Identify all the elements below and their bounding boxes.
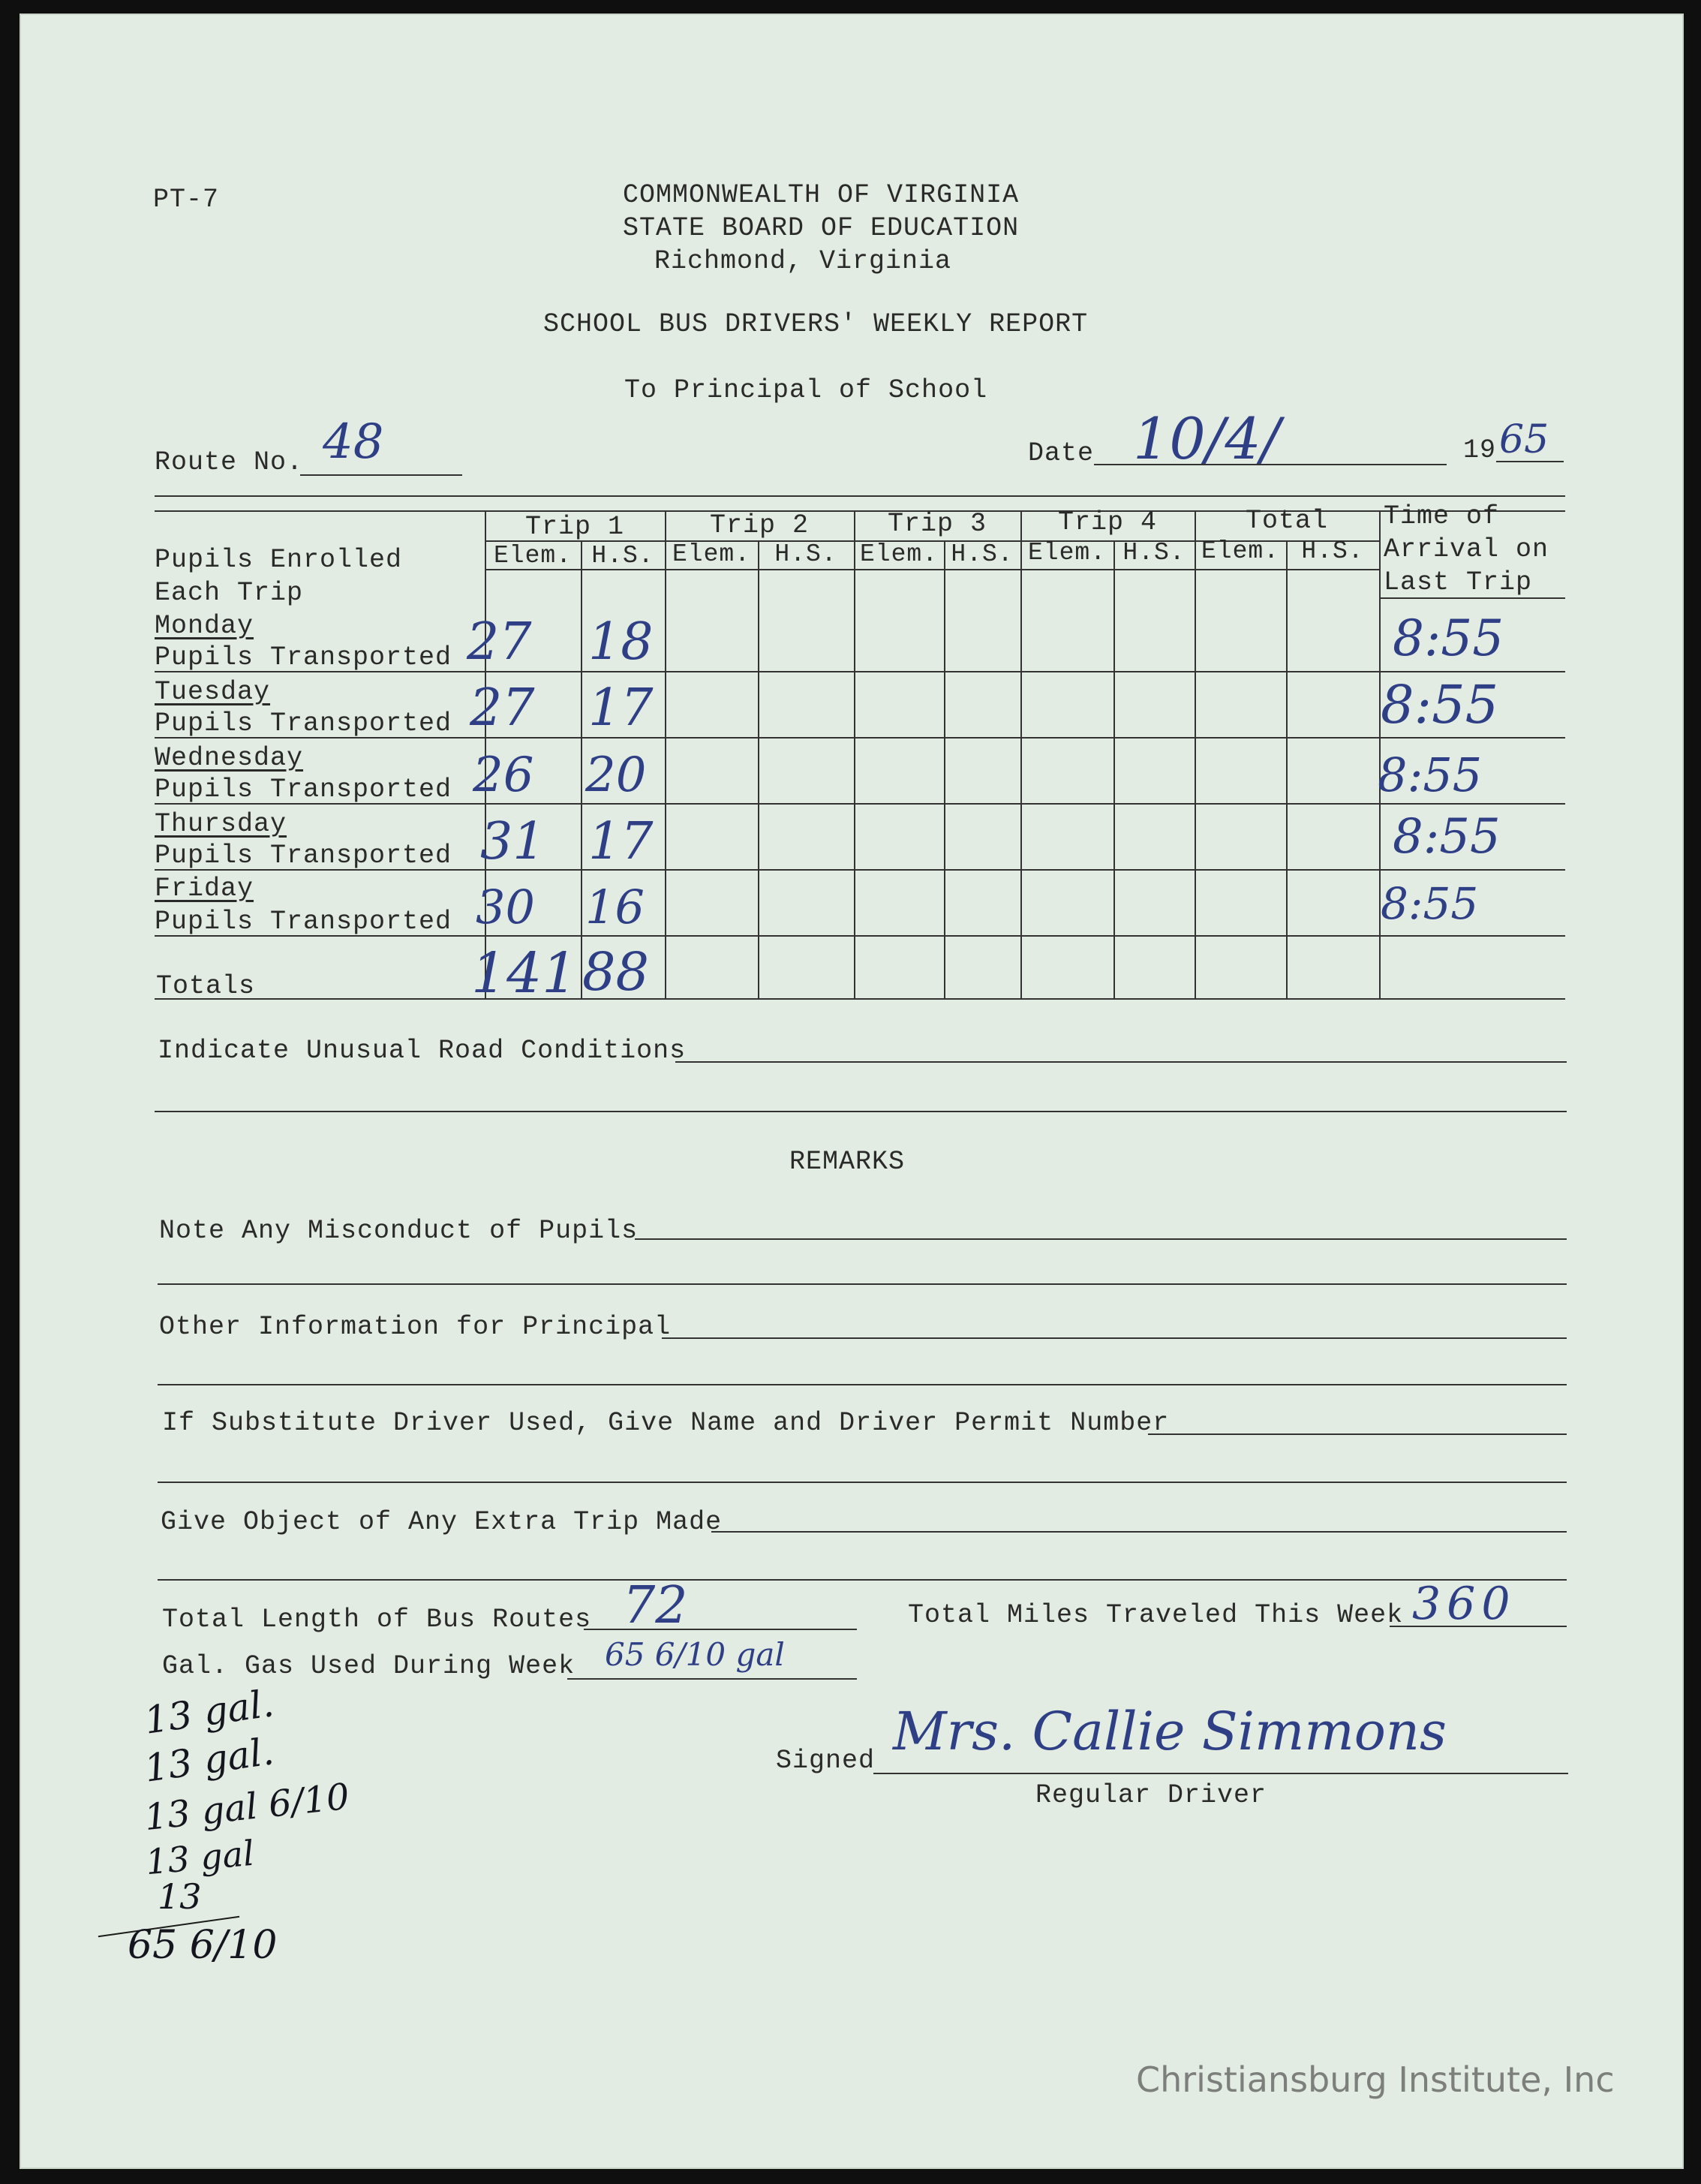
wednesday-time: 8:55 [1378,748,1483,802]
total-hs-header: H.S. [1301,537,1364,565]
pupils-enrolled-label: Pupils Enrolled [155,545,403,575]
trip-1-hs-header: H.S. [591,542,654,570]
header-line-2: STATE BOARD OF EDUCATION [623,213,1020,243]
miles-label: Total Miles Traveled This Week [908,1600,1404,1630]
wednesday-hs: 20 [585,748,647,803]
totals-elem: 141 [471,941,578,1006]
trip-3-header: Trip 3 [887,509,987,539]
trip-4-elem-header: Elem. [1027,539,1107,567]
thursday-pupils-label: Pupils Transported [155,841,452,871]
tuesday-time: 8:55 [1381,674,1499,736]
day-tuesday: Tuesday [155,677,271,707]
margin-note-6: 65 6/10 [128,1923,278,1968]
arrival-header-3: Last Trip [1384,567,1533,597]
road-conditions-label: Indicate Unusual Road Conditions [158,1036,687,1066]
trip-4-header: Trip 4 [1057,507,1158,537]
margin-note-4: 13 gal [143,1832,256,1883]
total-header: Total [1245,506,1329,536]
margin-note-5: 13 [158,1876,202,1917]
header-line-3: Richmond, Virginia [654,246,952,276]
form-id: PT-7 [153,185,220,215]
trip-4-hs-header: H.S. [1122,539,1186,567]
year-value: 65 [1499,417,1549,462]
form-title: SCHOOL BUS DRIVERS' WEEKLY REPORT [543,309,1089,339]
each-trip-label: Each Trip [155,578,304,608]
route-value: 48 [323,414,384,470]
header-line-1: COMMONWEALTH OF VIRGINIA [623,180,1020,210]
watermark-text: Christiansburg Institute, Inc [1136,2059,1615,2100]
tuesday-elem: 27 [470,678,535,738]
other-info-label: Other Information for Principal [159,1312,672,1342]
day-wednesday: Wednesday [155,743,304,773]
date-label: Date [1028,438,1095,468]
arrival-header-2: Arrival on [1384,534,1549,564]
tuesday-hs: 17 [588,678,654,738]
gas-value: 65 6/10 gal [605,1636,785,1673]
friday-hs: 16 [585,880,645,934]
trip-3-hs-header: H.S. [951,540,1014,568]
day-monday: Monday [155,611,254,641]
signed-label: Signed [776,1746,876,1776]
route-length-label: Total Length of Bus Routes [162,1605,592,1635]
date-value: 10/4/ [1133,405,1281,472]
thursday-time: 8:55 [1393,809,1501,865]
remarks-heading: REMARKS [789,1147,906,1177]
tuesday-pupils-label: Pupils Transported [155,708,452,739]
trip-2-elem-header: Elem. [672,540,751,568]
route-length-value: 72 [623,1576,688,1635]
trip-1-header: Trip 1 [524,512,625,542]
friday-time: 8:55 [1381,878,1479,929]
margin-note-3: 13 gal 6/10 [142,1775,352,1840]
totals-label: Totals [156,971,256,1001]
trip-2-hs-header: H.S. [774,540,837,568]
substitute-label: If Substitute Driver Used, Give Name and Driver Permit Number [162,1408,1170,1438]
monday-pupils-label: Pupils Transported [155,642,452,672]
day-thursday: Thursday [155,809,287,839]
gas-label: Gal. Gas Used During Week [162,1651,576,1681]
arrival-header-1: Time of [1384,501,1500,531]
wednesday-elem: 26 [473,748,534,803]
regular-driver-label: Regular Driver [1035,1780,1267,1810]
totals-hs: 88 [582,941,650,1003]
extra-trip-label: Give Object of Any Extra Trip Made [161,1507,723,1537]
monday-time: 8:55 [1393,609,1504,667]
year-prefix: 19 [1463,435,1497,465]
total-elem-header: Elem. [1201,537,1280,565]
form-subtitle: To Principal of School [624,375,988,405]
misconduct-label: Note Any Misconduct of Pupils [159,1216,639,1246]
wednesday-pupils-label: Pupils Transported [155,775,452,805]
trip-1-elem-header: Elem. [493,542,573,570]
route-label: Route No. [155,447,304,477]
friday-elem: 30 [476,880,535,934]
monday-elem: 27 [467,612,532,672]
friday-pupils-label: Pupils Transported [155,907,452,937]
margin-note-1: 13 gal. [141,1681,277,1743]
monday-hs: 18 [588,612,654,672]
signature: Mrs. Callie Simmons [893,1701,1447,1762]
trip-3-elem-header: Elem. [859,540,939,568]
trip-2-header: Trip 2 [709,510,810,540]
margin-note-2: 13 gal. [141,1729,277,1791]
miles-value: 360 [1412,1578,1516,1630]
day-friday: Friday [155,874,254,904]
thursday-hs: 17 [588,812,654,871]
thursday-elem: 31 [480,812,545,871]
